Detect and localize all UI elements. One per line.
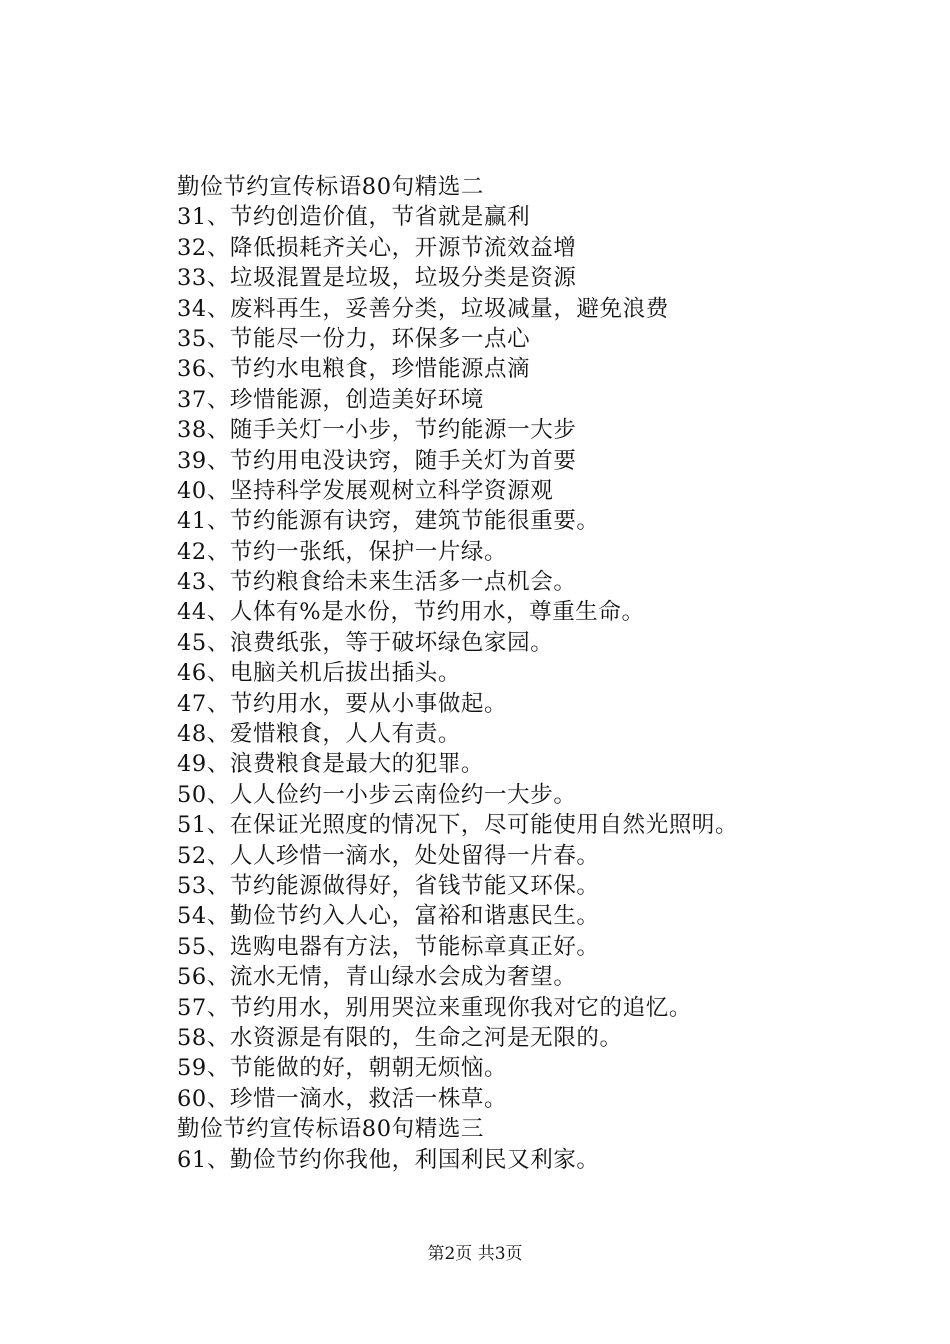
slogan-line: 53、节约能源做得好，省钱节能又环保。 xyxy=(177,872,600,899)
slogan-line: 55、选购电器有方法，节能标章真正好。 xyxy=(177,933,600,960)
slogan-line: 47、节约用水，要从小事做起。 xyxy=(177,690,508,717)
slogan-line: 36、节约水电粮食，珍惜能源点滴 xyxy=(177,356,531,383)
slogan-line: 54、勤俭节约入人心，富裕和谐惠民生。 xyxy=(177,903,600,930)
slogan-line: 35、节能尽一份力，环保多一点心 xyxy=(177,325,531,352)
slogan-line: 37、珍惜能源，创造美好环境 xyxy=(177,386,485,413)
slogan-line: 61、勤俭节约你我他，利国利民又利家。 xyxy=(177,1146,600,1173)
slogan-line: 42、节约一张纸，保护一片绿。 xyxy=(177,538,508,565)
slogan-line: 33、垃圾混置是垃圾，垃圾分类是资源 xyxy=(177,265,577,292)
slogan-line: 56、流水无情，青山绿水会成为奢望。 xyxy=(177,964,577,991)
slogan-line: 48、爱惜粮食，人人有责。 xyxy=(177,721,461,748)
section-heading: 勤俭节约宣传标语80句精选三 xyxy=(177,1116,485,1143)
section-heading: 勤俭节约宣传标语80句精选二 xyxy=(177,174,485,200)
slogan-line: 49、浪费粮食是最大的犯罪。 xyxy=(177,751,485,778)
slogan-line: 60、珍惜一滴水，救活一株草。 xyxy=(177,1085,508,1112)
slogan-line: 50、人人俭约一小步云南俭约一大步。 xyxy=(177,781,577,808)
slogan-line: 34、废料再生，妥善分类，垃圾减量，避免浪费 xyxy=(177,295,669,322)
slogan-line: 59、节能做的好，朝朝无烦恼。 xyxy=(177,1055,508,1082)
slogan-line: 58、水资源是有限的，生命之河是无限的。 xyxy=(177,1024,623,1051)
page-number-footer: 第2页 共3页 xyxy=(427,1244,523,1264)
slogan-line: 51、在保证光照度的情况下，尽可能使用自然光照明。 xyxy=(177,812,739,839)
slogan-line: 41、节约能源有诀窍，建筑节能很重要。 xyxy=(177,508,600,535)
slogan-line: 40、坚持科学发展观树立科学资源观 xyxy=(177,477,554,504)
slogan-line: 52、人人珍惜一滴水，处处留得一片春。 xyxy=(177,842,600,869)
document-body xyxy=(177,172,897,1175)
slogan-line: 31、节约创造价值，节省就是赢利 xyxy=(177,204,531,231)
slogan-line: 43、节约粮食给未来生活多一点机会。 xyxy=(177,569,577,596)
slogan-line: 39、节约用电没诀窍，随手关灯为首要 xyxy=(177,447,577,474)
slogan-line: 44、人体有%是水份，节约用水，尊重生命。 xyxy=(177,599,645,626)
slogan-line: 38、随手关灯一小步，节约能源一大步 xyxy=(177,417,577,444)
slogan-line: 57、节约用水，别用哭泣来重现你我对它的追忆。 xyxy=(177,994,692,1021)
slogan-line: 45、浪费纸张，等于破坏绿色家园。 xyxy=(177,629,554,656)
slogan-line: 32、降低损耗齐关心，开源节流效益增 xyxy=(177,234,577,261)
slogan-line: 46、电脑关机后拔出插头。 xyxy=(177,660,461,687)
